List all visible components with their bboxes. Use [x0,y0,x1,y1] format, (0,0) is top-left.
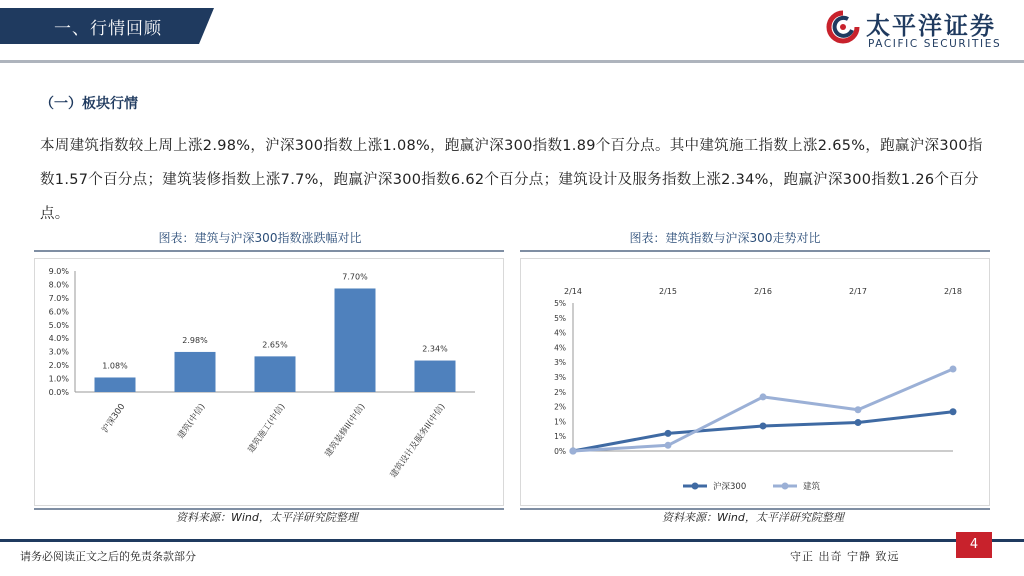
series-point [665,442,672,449]
line-chart-y-tick-label: 5% [554,313,566,323]
bar [415,361,456,392]
bar-data-label: 2.98% [182,335,208,345]
bar-chart-y-tick-label: 0.0% [48,388,69,397]
bar-chart-source: 资料来源：Wind，太平洋研究院整理 [176,511,358,524]
legend-label: 建筑 [803,482,821,492]
bar-chart-y-tick-label: 6.0% [48,307,69,317]
series-point [855,406,862,413]
footer-motto: 守正 出奇 宁静 致远 [790,550,900,563]
line-chart-y-tick-label: 4% [554,328,566,338]
logo-text-cn: 太平洋证券 [866,12,996,40]
page-title: 一、行情回顾 [54,19,162,39]
bar-chart-y-tick-label: 4.0% [48,334,69,344]
legend-label: 沪深300 [713,482,747,492]
legend-marker [692,483,699,490]
line-chart-x-tick-label: 2/17 [849,287,867,296]
bar-chart-category-label: 沪深300 [100,401,128,435]
bar-data-label: 2.65% [262,340,288,350]
footer-disclaimer: 请务必阅读正文之后的免责条款部分 [20,550,196,563]
line-chart-x-tick-label: 2/16 [754,287,772,296]
bar-chart-y-tick-label: 8.0% [48,280,69,290]
line-chart-y-tick-label: 4% [554,343,566,353]
series-point [760,393,767,400]
line-chart [521,259,989,505]
series-line [573,412,953,451]
line-chart-y-tick-label: 2% [554,402,566,412]
bar-chart-title-rule [34,250,504,252]
line-chart-title-rule [520,250,990,252]
series-point [665,430,672,437]
line-chart-title: 图表：建筑指数与沪深300走势对比 [629,231,821,245]
bar-chart-y-tick-label: 9.0% [48,267,69,276]
bar-chart-frame [34,258,504,506]
line-chart-x-tick-label: 2/18 [944,287,962,296]
bar-chart-category-label: 建筑设计及服务II(中信) [388,401,448,480]
bar-chart-y-tick-label: 7.0% [48,293,69,303]
bar [95,377,136,392]
bar-chart-y-tick-label: 1.0% [48,374,69,384]
bar [175,352,216,392]
bar-chart-category-label: 建筑施工(中信) [246,401,288,455]
section-heading: （一）板块行情 [40,96,138,112]
series-point [950,366,957,373]
legend-marker [782,483,789,490]
series-point [760,422,767,429]
line-chart-x-tick-label: 2/14 [564,287,582,296]
page-number: 4 [956,532,992,558]
line-chart-frame [520,258,990,506]
line-chart-y-tick-label: 5% [554,299,566,308]
series-point [855,419,862,426]
series-point [570,448,577,455]
line-chart-y-tick-label: 1% [554,417,566,427]
bar-chart-y-tick-label: 2.0% [48,361,69,371]
bar-data-label: 2.34% [422,344,448,354]
bar-chart-title: 图表：建筑与沪深300指数涨跌幅对比 [158,231,362,245]
line-chart-source: 资料来源：Wind，太平洋研究院整理 [662,511,844,524]
body-paragraph: 本周建筑指数较上周上涨2.98%，沪深300指数上涨1.08%，跑赢沪深300指数1.89个百分点。其中建筑施工指数上涨2.65%，跑赢沪深300指数1.57个百分点；建筑装修指数上涨7.7%，跑赢沪深300指数6.62个百分点；建筑设计及服务指数上涨2.34%，跑赢沪深300指数1.26个百分点。 [40,138,983,222]
bar [255,356,296,392]
header-divider [0,60,1024,63]
series-line [573,369,953,451]
bar-data-label: 1.08% [102,361,128,371]
bar-chart-category-label: 建筑(中信) [175,401,208,442]
line-chart-y-tick-label: 1% [554,432,566,442]
logo-icon [826,10,860,44]
line-chart-y-tick-label: 3% [554,358,566,368]
series-point [950,408,957,415]
line-chart-y-tick-label: 2% [554,387,566,397]
bar-chart-y-tick-label: 3.0% [48,347,69,357]
bar-chart-y-tick-label: 5.0% [48,320,69,330]
footer-divider [0,539,1024,542]
bar-data-label: 7.70% [342,272,368,282]
logo-text-en: PACIFIC SECURITIES [868,38,1002,50]
bar [335,288,376,392]
line-chart-x-tick-label: 2/15 [659,287,677,296]
line-chart-y-tick-label: 0% [554,447,566,456]
bar-chart-category-label: 建筑装修II(中信) [323,401,368,460]
line-chart-y-tick-label: 3% [554,373,566,382]
bar-chart [35,259,503,505]
